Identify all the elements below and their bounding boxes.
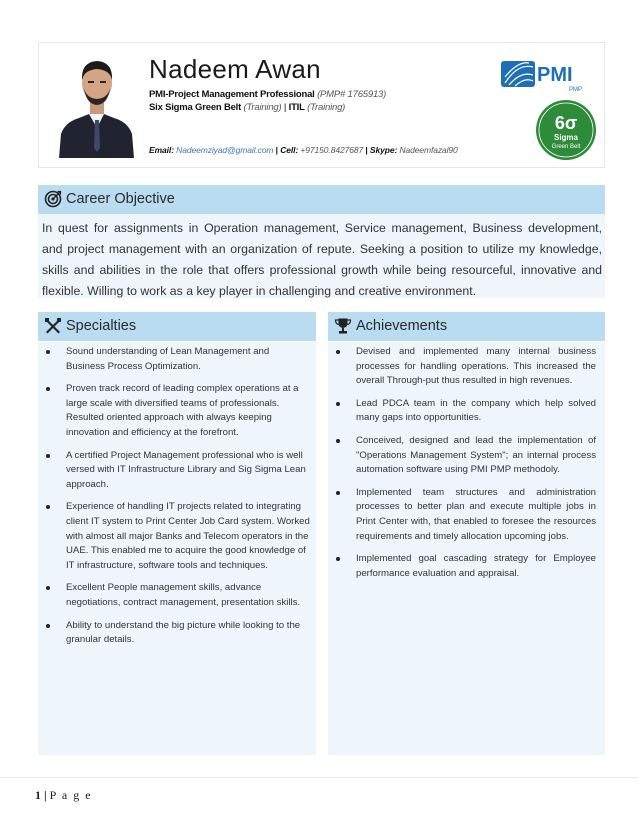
email-colon: : [171, 145, 174, 155]
page-footer [35, 788, 92, 803]
list-item: Excellent People management skills, advance negotiations, contract management, presentation skills. [38, 581, 310, 610]
list-item: Implemented team structures and administration processes to better plan and execute multiple jobs in Print Center with, that enabled to foresee the resources requirements and timely allocation upcoming jobs. [328, 486, 596, 544]
sigma-logo-text: 6σ [554, 113, 578, 133]
list-item: Sound understanding of Lean Management and Business Process Optimization. [38, 345, 310, 374]
page-number: 1 [35, 788, 41, 802]
specialties-list [38, 345, 310, 656]
achievements-list [328, 345, 596, 589]
contact-line [149, 145, 458, 155]
list-item: Conceived, designed and lead the implementation of "Operations Management System"; an internal process automation software using PMI PMP methodoly. [328, 434, 596, 478]
page-separator: | [41, 788, 50, 802]
cell-value: +97150.8427687 [298, 145, 364, 155]
email-label: Email [149, 145, 172, 155]
six-sigma-green-belt-logo [535, 99, 597, 161]
career-objective-title: Career Objective [66, 191, 175, 207]
six-sigma-note: (Training) [241, 102, 284, 113]
specialties-title: Specialties [66, 318, 137, 334]
contact-separator-2: | [363, 145, 370, 155]
specialties-header [38, 312, 316, 341]
list-item: Implemented goal cascading strategy for Employee performance evaluation and appraisal. [328, 552, 596, 581]
career-objective-header [38, 185, 605, 214]
career-objective-text: In quest for assignments in Operation management, Service management, Business development, and project management with an organization of repute. Seeking a position to utilize my knowledge, skills and abilities in the role that offers professional growth while being resourceful, innovative and flexible. Willing to work as a key player in challenging and creative environment. [42, 221, 602, 298]
list-item: Proven track record of leading complex operations at a large scale with diversified teams of professionals. Resulted oriented approach with always keeping innovation and efficiency at the forefront. [38, 382, 310, 440]
itil-note: (Training) [304, 102, 346, 113]
profile-photo [57, 48, 136, 158]
trophy-icon [334, 317, 352, 335]
pmp-number: (PMP# 1765913) [314, 89, 387, 100]
candidate-name: Nadeem Awan [149, 54, 321, 84]
pmp-cert: PMI-Project Management Professional [149, 89, 315, 100]
target-icon [44, 190, 62, 208]
certification-line-2 [149, 102, 345, 113]
tools-icon [44, 317, 62, 335]
skype-colon: : [394, 145, 398, 155]
page-word: P a g e [49, 788, 93, 802]
footer-rule [0, 777, 638, 778]
skype-value: Nadeemfazal90 [397, 145, 458, 155]
achievements-header [328, 312, 605, 341]
list-item: Devised and implemented many internal business processes for handling operations. This increased the overall Through-put thus resulted in high revenues. [328, 345, 596, 389]
cert-separator: | [283, 102, 289, 113]
pmi-logo-sub: PMP [569, 87, 583, 93]
list-item: Experience of handling IT projects related to integrating client IT system to Print Center Job Card system. Worked with almost all major Banks and Telecom operators in the UAE. This enabled me to acquire the good knowledge of IT infrastructure, software tools and techniques. [38, 500, 310, 573]
contact-separator: | [273, 145, 281, 155]
list-item: Lead PDCA team in the company which help solved many gaps into opportunities. [328, 397, 596, 426]
pmi-pmp-logo [499, 57, 599, 93]
skype-label: Skype [369, 145, 395, 155]
pmi-logo-text: PMI [537, 64, 573, 86]
six-sigma-cert: Six Sigma Green Belt [149, 102, 242, 113]
sigma-logo-line1: Sigma [553, 133, 579, 142]
cell-label: Cell [280, 145, 296, 155]
email-link[interactable]: Nadeemziyad@gmail.com [173, 145, 274, 155]
achievements-title: Achievements [356, 318, 448, 334]
certification-line-1 [149, 89, 386, 100]
cell-colon: : [295, 145, 299, 155]
itil-cert: ITIL [288, 102, 305, 113]
list-item: A certified Project Management professional who is well versed with IT Infrastructure Library and Sig Sigma Lean approach. [38, 449, 310, 493]
header-card [38, 42, 605, 168]
list-item: Ability to understand the big picture while looking to the granular details. [38, 619, 310, 648]
sigma-logo-line2: Green Belt [551, 144, 581, 150]
